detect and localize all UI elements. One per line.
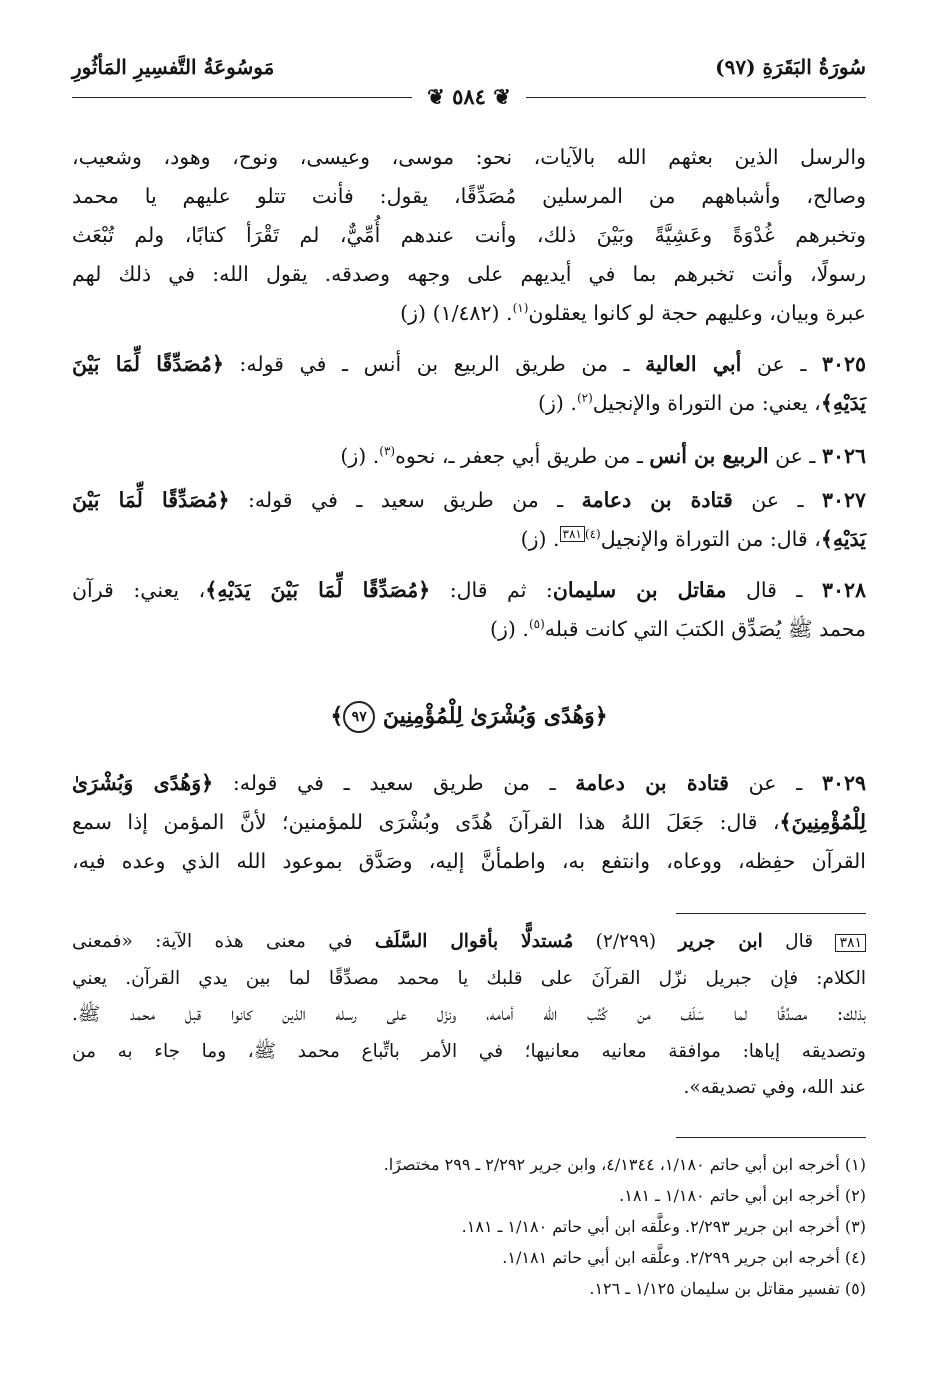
footnote: (١) أخرجه ابن أبي حاتم ١/١٨٠، ٤/١٣٤٤، وابن جرير ٢/٢٩٢ ـ ٢٩٩ مختصرًا. (383, 1155, 866, 1174)
text-line: ٣٠٢٥ ـ عن أبي العالية ـ من طريق الربيع بن أنس ـ في قوله: ﴿مُصَدِّقًا لِّمَا بَيْنَ (72, 352, 866, 376)
text-line: وتصديقه إياها: موافقة معانيه معانيها؛ في الأمر باتِّباع محمد ﷺ، وما جاء به من (72, 1040, 866, 1062)
quran-quote: لِلْمُؤْمِنِينَ﴾ (779, 810, 866, 834)
narration-3025 (72, 345, 866, 423)
quran-quote: يَدَيْهِ﴾ (820, 391, 866, 415)
narrator-name: قتادة بن دعامة (581, 488, 733, 512)
footnotes (72, 1149, 866, 1304)
text-line: ٣٠٢٨ ـ قال مقاتل بن سليمان: ثم قال: ﴿مُصَدِّقًا لِّمَا بَيْنَ يَدَيْهِ﴾، يعني: قرآن (72, 578, 866, 602)
text-line: ٣٠٢٧ ـ عن قتادة بن دعامة ـ من طريق سعيد ـ في قوله: ﴿مُصَدِّقًا لِّمَا بَيْنَ (72, 488, 867, 512)
text-line: الكلام: فإن جبريل نزّل القرآنَ على قلبك يا محمد مصدِّقًا لما بين يدي القرآن. يعني (72, 967, 866, 989)
editor-note-number-box: ٣٨١ (835, 934, 866, 952)
footnote-marker: (٤) (584, 527, 601, 542)
narration-number: ٣٠٢٨ (821, 578, 866, 602)
quran-quote: يَدَيْهِ﴾ (820, 527, 866, 551)
narration-3027 (72, 481, 866, 559)
narration-3028 (72, 571, 866, 649)
narration-number: ٣٠٢٦ (821, 444, 866, 468)
text-line: يَدَيْهِ﴾، يعني: من التوراة والإنجيل$^{(٢)}$. (ز) (538, 391, 866, 415)
text-line: ٣٠٢٦ ـ عن الربيع بن أنس ـ من طريق أبي جعفر ـ، نحوه$^{(٣)}$. (ز) (340, 444, 866, 468)
footnote-marker: (٢) (576, 391, 593, 406)
scholar-name: ابن جرير (678, 931, 763, 952)
footnote-separator (676, 1137, 866, 1138)
narrator-name: أبي العالية (645, 352, 742, 376)
narration-3029 (72, 764, 866, 881)
page-number: ❦ ٥٨٤ ❦ (427, 84, 511, 109)
text-line: محمد ﷺ يُصَدِّق الكتبَ التي كانت قبله$^{(٥)}$. (ز) (490, 617, 866, 641)
note-separator (676, 913, 866, 914)
text-line: والرسل الذين بعثهم الله بالآيات، نحو: موسى، وعيسى، ونوح، وهود، وشعيب، (72, 145, 866, 169)
book-title-header: مَوسُوعَةُ التَّفسِيرِ المَأثُورِ (72, 55, 275, 79)
footnote: (٤) أخرجه ابن جرير ٢/٢٩٩. وعلَّقه ابن أبي حاتم ١/١٨١. (502, 1248, 866, 1267)
text-line: عبرة وبيان، وعليهم حجة لو كانوا يعقلون$^{(١)}$. (١/٤٨٢) (ز) (400, 301, 866, 325)
text-line: ٣٠٢٩ ـ عن قتادة بن دعامة ـ من طريق سعيد ـ في قوله: ﴿وَهُدًى وَبُشْرَىٰ (72, 771, 867, 795)
surah-header: سُورَةُ البَقَرَةِ (٩٧) (715, 55, 866, 79)
text-line: رسولًا، وأنت تخبرهم بما في أيديهم على وجهه وصدقه. يقول الله: في ذلك لهم (72, 262, 866, 286)
text-line: وصالح، وأشباههم من المرسلين مُصَدِّقًا، يقول: فأنت تتلو عليهم يا محمد (72, 184, 866, 208)
narrator-name: قتادة بن دعامة (575, 771, 729, 795)
footnote: (٢) أخرجه ابن أبي حاتم ١/١٨٠ ـ ١٨١. (619, 1186, 866, 1205)
editor-note (72, 924, 866, 1107)
text-line: يَدَيْهِ﴾، قال: من التوراة والإنجيل$^{(٤)٣٨١}$. (ز) (520, 527, 866, 551)
narration-3026 (72, 437, 866, 476)
narration-number: ٣٠٢٧ (821, 488, 867, 512)
narration-number: ٣٠٢٩ (821, 771, 867, 795)
footnote-marker: (٥) (528, 617, 545, 632)
text-line: بذلك: مصدِّقًا لما سَلَف من كُتُب الله أمامه، ونزَل على رسله الذين كانوا قبل محمد ﷺ. (72, 1004, 866, 1025)
footnote-marker: (١) (512, 301, 529, 316)
quran-quote: ﴿وَهُدًى وَبُشْرَىٰ (72, 771, 214, 795)
text-line: لِلْمُؤْمِنِينَ﴾، قال: جَعَلَ اللهُ هذا القرآنَ هُدًى وبُشْرَى للمؤمنين؛ لأنَّ المؤمن إذا سمع (72, 810, 866, 834)
quran-quote: ﴿مُصَدِّقًا لِّمَا بَيْنَ (72, 488, 230, 512)
text-line: عند الله، وفي تصديقه». (683, 1077, 866, 1098)
ayah-number-badge: ٩٧ (343, 701, 375, 733)
intro-paragraph (72, 138, 866, 333)
narration-number: ٣٠٢٥ (821, 352, 866, 376)
quran-quote: ﴿مُصَدِّقًا لِّمَا بَيْنَ (72, 352, 224, 376)
narrator-name: الربيع بن أنس (649, 444, 769, 468)
text-line: ٣٨١ قال ابن جرير (٢/٢٩٩) مُستدلًّا بأقوال السَّلَف في معنى هذه الآية: «فمعنى (72, 924, 866, 961)
footnote: (٥) تفسير مقاتل بن سليمان ١/١٢٥ ـ ١٢٦. (589, 1279, 866, 1298)
editor-note-ref-box: ٣٨١ (560, 526, 585, 542)
quran-quote: ﴿مُصَدِّقًا لِّمَا بَيْنَ يَدَيْهِ﴾ (205, 578, 431, 602)
ayah-heading: ﴿وَهُدًى وَبُشْرَىٰ لِلْمُؤْمِنِينَ ٩٧﴾ (0, 701, 938, 733)
footnote-marker: (٣) (379, 444, 396, 459)
narrator-name: مقاتل بن سليمان (552, 578, 727, 602)
text-line: القرآن حفِظه، ووعاه، وانتفع به، واطمأنَّ إليه، وصَدَّق بموعود الله الذي وعده فيه، (72, 849, 866, 873)
text-line: وتخبرهم غُدْوَةً وعَشِيَّةً وبَيْنَ ذلك، وأنت عندهم أُمِّيٌّ، لم تَقْرَأ كتابًا، ولم تُبْعَث (72, 223, 866, 247)
footnote: (٣) أخرجه ابن جرير ٢/٢٩٣. وعلَّقه ابن أبي حاتم ١/١٨٠ ـ ١٨١. (461, 1217, 866, 1236)
